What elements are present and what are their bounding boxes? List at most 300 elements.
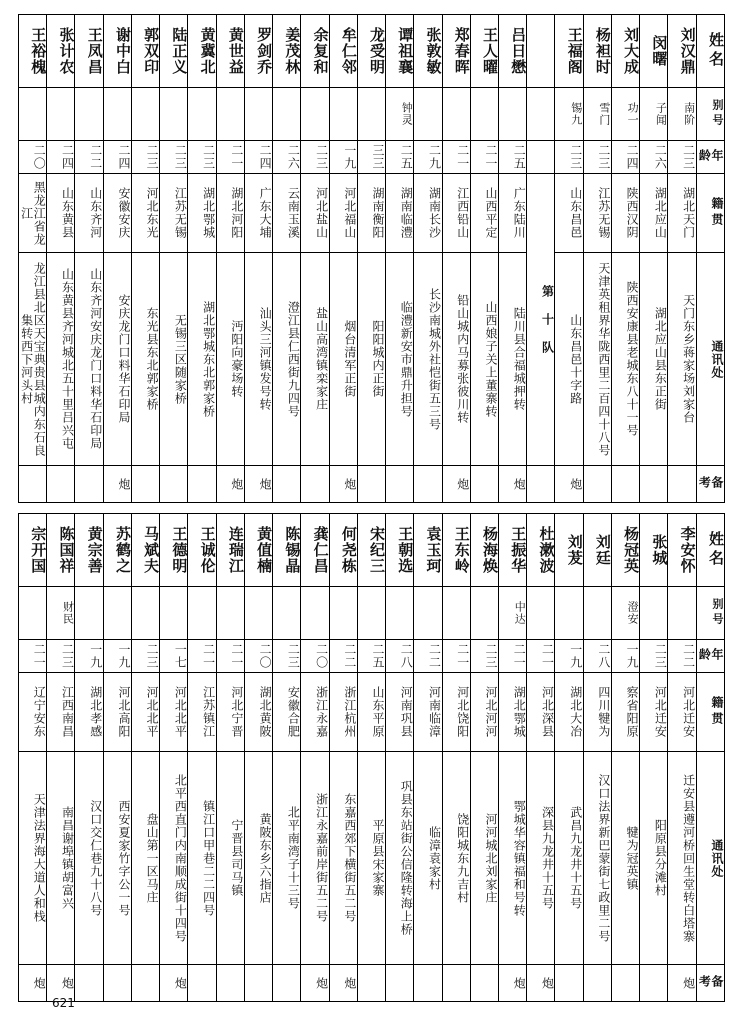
cell-alias bbox=[273, 587, 301, 640]
cell-alias bbox=[244, 88, 272, 141]
cell-native: 安徽合肥 bbox=[273, 673, 301, 752]
row-address bbox=[19, 752, 725, 965]
cell-native: 河北深县 bbox=[527, 673, 555, 752]
row-note bbox=[19, 466, 725, 503]
cell-age: 二六 bbox=[640, 141, 668, 174]
cell-native: 察省阳原 bbox=[611, 673, 639, 752]
cell-age: 二四 bbox=[103, 141, 131, 174]
cell-name: 郭双印 bbox=[131, 15, 159, 88]
cell-note bbox=[188, 965, 216, 1002]
row-age bbox=[19, 640, 725, 673]
cell-address: 无锡三区随家桥 bbox=[160, 253, 188, 466]
cell-note bbox=[470, 466, 498, 503]
cell-native: 江西南昌 bbox=[47, 673, 75, 752]
cell-age: 二三 bbox=[47, 640, 75, 673]
cell-address: 河河城北刘家庄 bbox=[470, 752, 498, 965]
cell-address: 饶阳城东九吉村 bbox=[442, 752, 470, 965]
cell-address: 迁安县遵河桥回生堂转白塔寨 bbox=[668, 752, 696, 965]
cell-age: 二三 bbox=[555, 141, 583, 174]
cell-native: 湖南衡阳 bbox=[357, 174, 385, 253]
cell-name: 张城 bbox=[640, 514, 668, 587]
cell-note bbox=[414, 466, 442, 503]
cell-alias bbox=[357, 88, 385, 141]
cell-name: 黄值楠 bbox=[244, 514, 272, 587]
cell-alias bbox=[640, 587, 668, 640]
cell-native: 湖北天门 bbox=[668, 174, 696, 253]
cell-age: 二五 bbox=[357, 640, 385, 673]
cell-alias bbox=[357, 587, 385, 640]
cell-note: 炮 bbox=[498, 466, 526, 503]
cell-name: 王福阁 bbox=[555, 15, 583, 88]
cell-address: 天门东乡蒋家场刘家台 bbox=[668, 253, 696, 466]
cell-alias bbox=[329, 88, 357, 141]
cell-note bbox=[131, 466, 159, 503]
cell-note: 炮 bbox=[103, 466, 131, 503]
cell-name: 王人曜 bbox=[470, 15, 498, 88]
cell-unit-spacer bbox=[527, 88, 555, 141]
cell-native: 河南巩县 bbox=[386, 673, 414, 752]
cell-address: 长沙南城外社恺街五三号 bbox=[414, 253, 442, 466]
row-native-place bbox=[19, 673, 725, 752]
cell-name: 黄世益 bbox=[216, 15, 244, 88]
cell-name: 王东岭 bbox=[442, 514, 470, 587]
cell-native: 河北迁安 bbox=[640, 673, 668, 752]
cell-address: 临漳袁家村 bbox=[414, 752, 442, 965]
cell-note: 炮 bbox=[19, 965, 47, 1002]
cell-native: 云南玉溪 bbox=[273, 174, 301, 253]
column-header-address: 通讯处 bbox=[696, 253, 724, 466]
cell-alias bbox=[386, 587, 414, 640]
cell-address: 阳阳城内正街 bbox=[357, 253, 385, 466]
cell-address: 宁晋县司马镇 bbox=[216, 752, 244, 965]
cell-native: 四川犍为 bbox=[583, 673, 611, 752]
cell-note: 炮 bbox=[555, 466, 583, 503]
column-header-alias: 别号 bbox=[696, 587, 724, 640]
cell-alias bbox=[131, 587, 159, 640]
column-header-name: 姓名 bbox=[696, 514, 724, 587]
cell-alias bbox=[188, 587, 216, 640]
cell-unit-spacer bbox=[527, 466, 555, 503]
cell-age: 二五 bbox=[386, 141, 414, 174]
cell-native: 山东平原 bbox=[357, 673, 385, 752]
cell-note: 炮 bbox=[442, 466, 470, 503]
cell-address: 陆川县合福城押转 bbox=[498, 253, 526, 466]
cell-name: 龚仁昌 bbox=[301, 514, 329, 587]
cell-alias bbox=[273, 88, 301, 141]
cell-name: 谢中白 bbox=[103, 15, 131, 88]
cell-address: 山西娘子关上董寨转 bbox=[470, 253, 498, 466]
column-header-age: 年龄 bbox=[696, 141, 724, 174]
cell-name: 闵曙 bbox=[640, 15, 668, 88]
cell-age: 二九 bbox=[414, 141, 442, 174]
cell-name: 袁玉珂 bbox=[414, 514, 442, 587]
cell-note bbox=[640, 965, 668, 1002]
cell-native: 陕西汉阴 bbox=[611, 174, 639, 253]
cell-age: 二三 bbox=[273, 640, 301, 673]
cell-note: 炮 bbox=[160, 965, 188, 1002]
cell-name: 陆正义 bbox=[160, 15, 188, 88]
cell-alias: 锡九 bbox=[555, 88, 583, 141]
cell-address: 巩县东站街公信隆转海上桥 bbox=[386, 752, 414, 965]
cell-native: 江苏无锡 bbox=[160, 174, 188, 253]
cell-alias bbox=[188, 88, 216, 141]
cell-native: 河北盐山 bbox=[301, 174, 329, 253]
cell-age: 一九 bbox=[611, 640, 639, 673]
cell-address: 东光县东北郭家桥 bbox=[131, 253, 159, 466]
cell-address: 鄂城华容镇福和号转 bbox=[498, 752, 526, 965]
row-name bbox=[19, 15, 725, 88]
cell-native: 河北宁晋 bbox=[216, 673, 244, 752]
cell-note bbox=[273, 466, 301, 503]
cell-alias bbox=[329, 587, 357, 640]
cell-age: 二一 bbox=[188, 640, 216, 673]
cell-alias: 中达 bbox=[498, 587, 526, 640]
cell-name: 宗开国 bbox=[19, 514, 47, 587]
cell-age: 二六 bbox=[273, 141, 301, 174]
row-alias bbox=[19, 587, 725, 640]
cell-alias: 澄安 bbox=[611, 587, 639, 640]
cell-address: 湖北鄂城东北郭家桥 bbox=[188, 253, 216, 466]
cell-native: 湖北鄂城 bbox=[498, 673, 526, 752]
cell-age: 二三 bbox=[160, 141, 188, 174]
cell-name: 郑春晖 bbox=[442, 15, 470, 88]
cell-address: 武昌九龙井十五号 bbox=[555, 752, 583, 965]
cell-name: 刘廷 bbox=[583, 514, 611, 587]
cell-name: 杜漱波 bbox=[527, 514, 555, 587]
cell-native: 河北北平 bbox=[160, 673, 188, 752]
cell-note bbox=[386, 466, 414, 503]
cell-name: 王德明 bbox=[160, 514, 188, 587]
cell-address: 临澧新安市鼎升担号 bbox=[386, 253, 414, 466]
cell-name: 李安怀 bbox=[668, 514, 696, 587]
row-age bbox=[19, 141, 725, 174]
cell-note: 炮 bbox=[47, 965, 75, 1002]
cell-alias bbox=[103, 587, 131, 640]
cell-age: 二三 bbox=[668, 141, 696, 174]
cell-alias bbox=[103, 88, 131, 141]
cell-note bbox=[357, 466, 385, 503]
cell-age: 二一 bbox=[498, 640, 526, 673]
cell-native: 广东大埔 bbox=[244, 174, 272, 253]
cell-address: 汉口交仁巷九十八号 bbox=[75, 752, 103, 965]
cell-name: 王振华 bbox=[498, 514, 526, 587]
cell-address: 犍为冠英镇 bbox=[611, 752, 639, 965]
cell-age: 二八 bbox=[583, 640, 611, 673]
cell-alias bbox=[160, 587, 188, 640]
cell-address: 平原县宋家寨 bbox=[357, 752, 385, 965]
cell-native: 河北东光 bbox=[131, 174, 159, 253]
cell-age: 二〇 bbox=[19, 141, 47, 174]
row-note bbox=[19, 965, 725, 1002]
cell-name: 刘汉鼎 bbox=[668, 15, 696, 88]
cell-note: 炮 bbox=[498, 965, 526, 1002]
unit-label: 第 十 队 bbox=[527, 174, 555, 466]
cell-name: 张敦敏 bbox=[414, 15, 442, 88]
cell-note bbox=[583, 965, 611, 1002]
cell-name: 刘大成 bbox=[611, 15, 639, 88]
cell-age: 三三 bbox=[357, 141, 385, 174]
cell-native: 湖北应山 bbox=[640, 174, 668, 253]
cell-name: 吕日懋 bbox=[498, 15, 526, 88]
cell-address: 湖北应山县东正街 bbox=[640, 253, 668, 466]
roster-table-top-wrapper bbox=[18, 14, 725, 503]
cell-age: 二三 bbox=[188, 141, 216, 174]
cell-native: 山东昌邑 bbox=[555, 174, 583, 253]
cell-note bbox=[611, 965, 639, 1002]
cell-native: 河北迁安 bbox=[668, 673, 696, 752]
cell-age: 二三 bbox=[301, 141, 329, 174]
cell-note: 炮 bbox=[244, 466, 272, 503]
cell-address: 汕头三河镇发号转 bbox=[244, 253, 272, 466]
cell-note bbox=[640, 466, 668, 503]
cell-address: 盘山第一区马庄 bbox=[131, 752, 159, 965]
cell-name: 罗剑乔 bbox=[244, 15, 272, 88]
cell-native: 山东黄县 bbox=[47, 174, 75, 253]
cell-age: 二四 bbox=[47, 141, 75, 174]
row-alias bbox=[19, 88, 725, 141]
cell-name: 苏鹤之 bbox=[103, 514, 131, 587]
cell-alias bbox=[442, 587, 470, 640]
cell-native: 湖北大冶 bbox=[555, 673, 583, 752]
cell-name: 连瑞江 bbox=[216, 514, 244, 587]
column-header-alias: 别号 bbox=[696, 88, 724, 141]
cell-native: 湖南长沙 bbox=[414, 174, 442, 253]
cell-age: 二二 bbox=[414, 640, 442, 673]
cell-native: 江西铅山 bbox=[442, 174, 470, 253]
cell-age: 二四 bbox=[611, 141, 639, 174]
row-address bbox=[19, 253, 725, 466]
cell-address: 北平南湾子十三号 bbox=[273, 752, 301, 965]
cell-name: 陈锡晶 bbox=[273, 514, 301, 587]
cell-age: 二一 bbox=[216, 640, 244, 673]
cell-alias bbox=[301, 587, 329, 640]
cell-alias bbox=[75, 88, 103, 141]
cell-name: 牟仁邻 bbox=[329, 15, 357, 88]
cell-note bbox=[357, 965, 385, 1002]
cell-native: 湖北河阳 bbox=[216, 174, 244, 253]
cell-note bbox=[414, 965, 442, 1002]
cell-age: 二一 bbox=[442, 640, 470, 673]
cell-native: 山东齐河 bbox=[75, 174, 103, 253]
cell-note: 炮 bbox=[527, 965, 555, 1002]
cell-alias bbox=[47, 88, 75, 141]
cell-native: 江苏无锡 bbox=[583, 174, 611, 253]
cell-native: 辽宁安东 bbox=[19, 673, 47, 752]
cell-age: 二三 bbox=[583, 141, 611, 174]
cell-name: 张计农 bbox=[47, 15, 75, 88]
column-header-note: 备考 bbox=[696, 466, 724, 503]
cell-age: 二三 bbox=[131, 141, 159, 174]
roster-table-bottom bbox=[18, 513, 725, 1002]
cell-note bbox=[301, 466, 329, 503]
cell-address: 山东黄县齐河城北五十里吕兴屯 bbox=[47, 253, 75, 466]
cell-alias bbox=[555, 587, 583, 640]
cell-address: 安庆龙门口料华石印局 bbox=[103, 253, 131, 466]
cell-age: 一九 bbox=[555, 640, 583, 673]
cell-note: 炮 bbox=[301, 965, 329, 1002]
cell-native: 河北北平 bbox=[131, 673, 159, 752]
cell-name: 杨冠英 bbox=[611, 514, 639, 587]
cell-note bbox=[216, 965, 244, 1002]
cell-age: 二二 bbox=[668, 640, 696, 673]
cell-name: 何尧栋 bbox=[329, 514, 357, 587]
cell-note bbox=[611, 466, 639, 503]
cell-native: 安徽安庆 bbox=[103, 174, 131, 253]
column-header-name: 姓名 bbox=[696, 15, 724, 88]
cell-alias bbox=[414, 88, 442, 141]
cell-alias bbox=[442, 88, 470, 141]
cell-name: 王朝选 bbox=[386, 514, 414, 587]
cell-address: 东嘉西郊下横街五二号 bbox=[329, 752, 357, 965]
cell-age: 二一 bbox=[470, 141, 498, 174]
cell-native: 河北饶阳 bbox=[442, 673, 470, 752]
cell-name: 姜茂林 bbox=[273, 15, 301, 88]
cell-alias bbox=[216, 587, 244, 640]
roster-table-top bbox=[18, 14, 725, 503]
cell-address: 镇江口甲巷二二四号 bbox=[188, 752, 216, 965]
page-number: 621 bbox=[52, 996, 75, 1010]
cell-address: 盐山高湾镇栾家庄 bbox=[301, 253, 329, 466]
cell-age: 二一 bbox=[19, 640, 47, 673]
cell-name: 杨海焕 bbox=[470, 514, 498, 587]
cell-address: 陕西安康县老城东八十一号 bbox=[611, 253, 639, 466]
cell-address: 天津英租界华陇西里二百四十八号 bbox=[583, 253, 611, 466]
cell-address: 南昌谢埠镇胡富兴 bbox=[47, 752, 75, 965]
cell-note bbox=[103, 965, 131, 1002]
cell-native: 湖北鄂城 bbox=[188, 174, 216, 253]
cell-unit-spacer bbox=[527, 141, 555, 174]
cell-address: 铅山城内马募张彼川转 bbox=[442, 253, 470, 466]
cell-age: 二三 bbox=[640, 640, 668, 673]
cell-alias: 雪门 bbox=[583, 88, 611, 141]
cell-note bbox=[442, 965, 470, 1002]
cell-note bbox=[47, 466, 75, 503]
cell-age: 二二 bbox=[75, 141, 103, 174]
cell-age: 二一 bbox=[442, 141, 470, 174]
cell-alias bbox=[414, 587, 442, 640]
cell-address: 汉口法界新巴蒙街七政里二号 bbox=[583, 752, 611, 965]
cell-native: 河北高阳 bbox=[103, 673, 131, 752]
roster-table-bottom-wrapper bbox=[18, 513, 725, 1002]
cell-alias: 功一 bbox=[611, 88, 639, 141]
cell-note bbox=[131, 965, 159, 1002]
cell-alias bbox=[160, 88, 188, 141]
cell-address: 山东齐河安庆龙门口料华石印局 bbox=[75, 253, 103, 466]
cell-note bbox=[583, 466, 611, 503]
cell-alias bbox=[668, 587, 696, 640]
cell-address: 黄陂东乡六指店 bbox=[244, 752, 272, 965]
cell-name: 宋纪三 bbox=[357, 514, 385, 587]
cell-age: 一七 bbox=[160, 640, 188, 673]
cell-native: 河南临漳 bbox=[414, 673, 442, 752]
cell-note: 炮 bbox=[216, 466, 244, 503]
cell-note bbox=[75, 466, 103, 503]
cell-name: 黄冀北 bbox=[188, 15, 216, 88]
cell-address: 浙江永嘉前岸街五二号 bbox=[301, 752, 329, 965]
cell-name: 刘茇 bbox=[555, 514, 583, 587]
column-header-native: 籍贯 bbox=[696, 673, 724, 752]
cell-alias bbox=[19, 587, 47, 640]
cell-note bbox=[668, 466, 696, 503]
cell-age: 一九 bbox=[75, 640, 103, 673]
column-header-address: 通讯处 bbox=[696, 752, 724, 965]
cell-address: 沔阳向豪场转 bbox=[216, 253, 244, 466]
cell-note bbox=[160, 466, 188, 503]
cell-alias bbox=[75, 587, 103, 640]
cell-age: 二一 bbox=[216, 141, 244, 174]
cell-native: 浙江杭州 bbox=[329, 673, 357, 752]
cell-alias bbox=[216, 88, 244, 141]
cell-note bbox=[188, 466, 216, 503]
column-header-note: 备考 bbox=[696, 965, 724, 1002]
cell-alias: 钟灵 bbox=[386, 88, 414, 141]
cell-alias bbox=[131, 88, 159, 141]
cell-address: 烟台清军正街 bbox=[329, 253, 357, 466]
cell-address: 天津法界海大道人和栈 bbox=[19, 752, 47, 965]
cell-note bbox=[19, 466, 47, 503]
column-header-native: 籍贯 bbox=[696, 174, 724, 253]
cell-note bbox=[244, 965, 272, 1002]
cell-native: 广东陆川 bbox=[498, 174, 526, 253]
cell-age: 二三 bbox=[470, 640, 498, 673]
cell-note: 炮 bbox=[329, 965, 357, 1002]
cell-alias bbox=[498, 88, 526, 141]
cell-age: 二三 bbox=[131, 640, 159, 673]
cell-age: 二四 bbox=[244, 141, 272, 174]
cell-name: 龙受明 bbox=[357, 15, 385, 88]
cell-native: 山西平定 bbox=[470, 174, 498, 253]
cell-age: 二〇 bbox=[244, 640, 272, 673]
cell-age: 二五 bbox=[498, 141, 526, 174]
cell-alias: 南阶 bbox=[668, 88, 696, 141]
row-name bbox=[19, 514, 725, 587]
cell-age: 一九 bbox=[329, 141, 357, 174]
cell-native: 湖南临澧 bbox=[386, 174, 414, 253]
cell-address: 深县九龙井十五号 bbox=[527, 752, 555, 965]
cell-note: 炮 bbox=[329, 466, 357, 503]
cell-native: 江苏镇江 bbox=[188, 673, 216, 752]
cell-native: 黑龙江省龙江 bbox=[19, 174, 47, 253]
cell-alias bbox=[527, 587, 555, 640]
cell-address: 西安夏家竹字公一号 bbox=[103, 752, 131, 965]
cell-name: 王诚伦 bbox=[188, 514, 216, 587]
cell-unit-spacer bbox=[527, 15, 555, 88]
cell-age: 二〇 bbox=[301, 640, 329, 673]
cell-address: 龙江县北区天宝典贵县城内东石良集转西下河头村 bbox=[19, 253, 47, 466]
cell-name: 王凤昌 bbox=[75, 15, 103, 88]
cell-note bbox=[386, 965, 414, 1002]
cell-note bbox=[470, 965, 498, 1002]
cell-native: 湖北孝感 bbox=[75, 673, 103, 752]
cell-name: 谭祖襄 bbox=[386, 15, 414, 88]
cell-note bbox=[555, 965, 583, 1002]
cell-native: 湖北黄陂 bbox=[244, 673, 272, 752]
cell-alias bbox=[470, 88, 498, 141]
cell-note bbox=[273, 965, 301, 1002]
cell-alias: 财民 bbox=[47, 587, 75, 640]
row-native-place bbox=[19, 174, 725, 253]
cell-native: 河北福山 bbox=[329, 174, 357, 253]
cell-address: 澄江县仁西街九四号 bbox=[273, 253, 301, 466]
cell-alias bbox=[470, 587, 498, 640]
cell-name: 杨袒时 bbox=[583, 15, 611, 88]
cell-name: 马斌夫 bbox=[131, 514, 159, 587]
cell-name: 王裕槐 bbox=[19, 15, 47, 88]
cell-address: 阳原县分滩村 bbox=[640, 752, 668, 965]
cell-native: 河北河河 bbox=[470, 673, 498, 752]
cell-name: 余复和 bbox=[301, 15, 329, 88]
cell-alias bbox=[301, 88, 329, 141]
